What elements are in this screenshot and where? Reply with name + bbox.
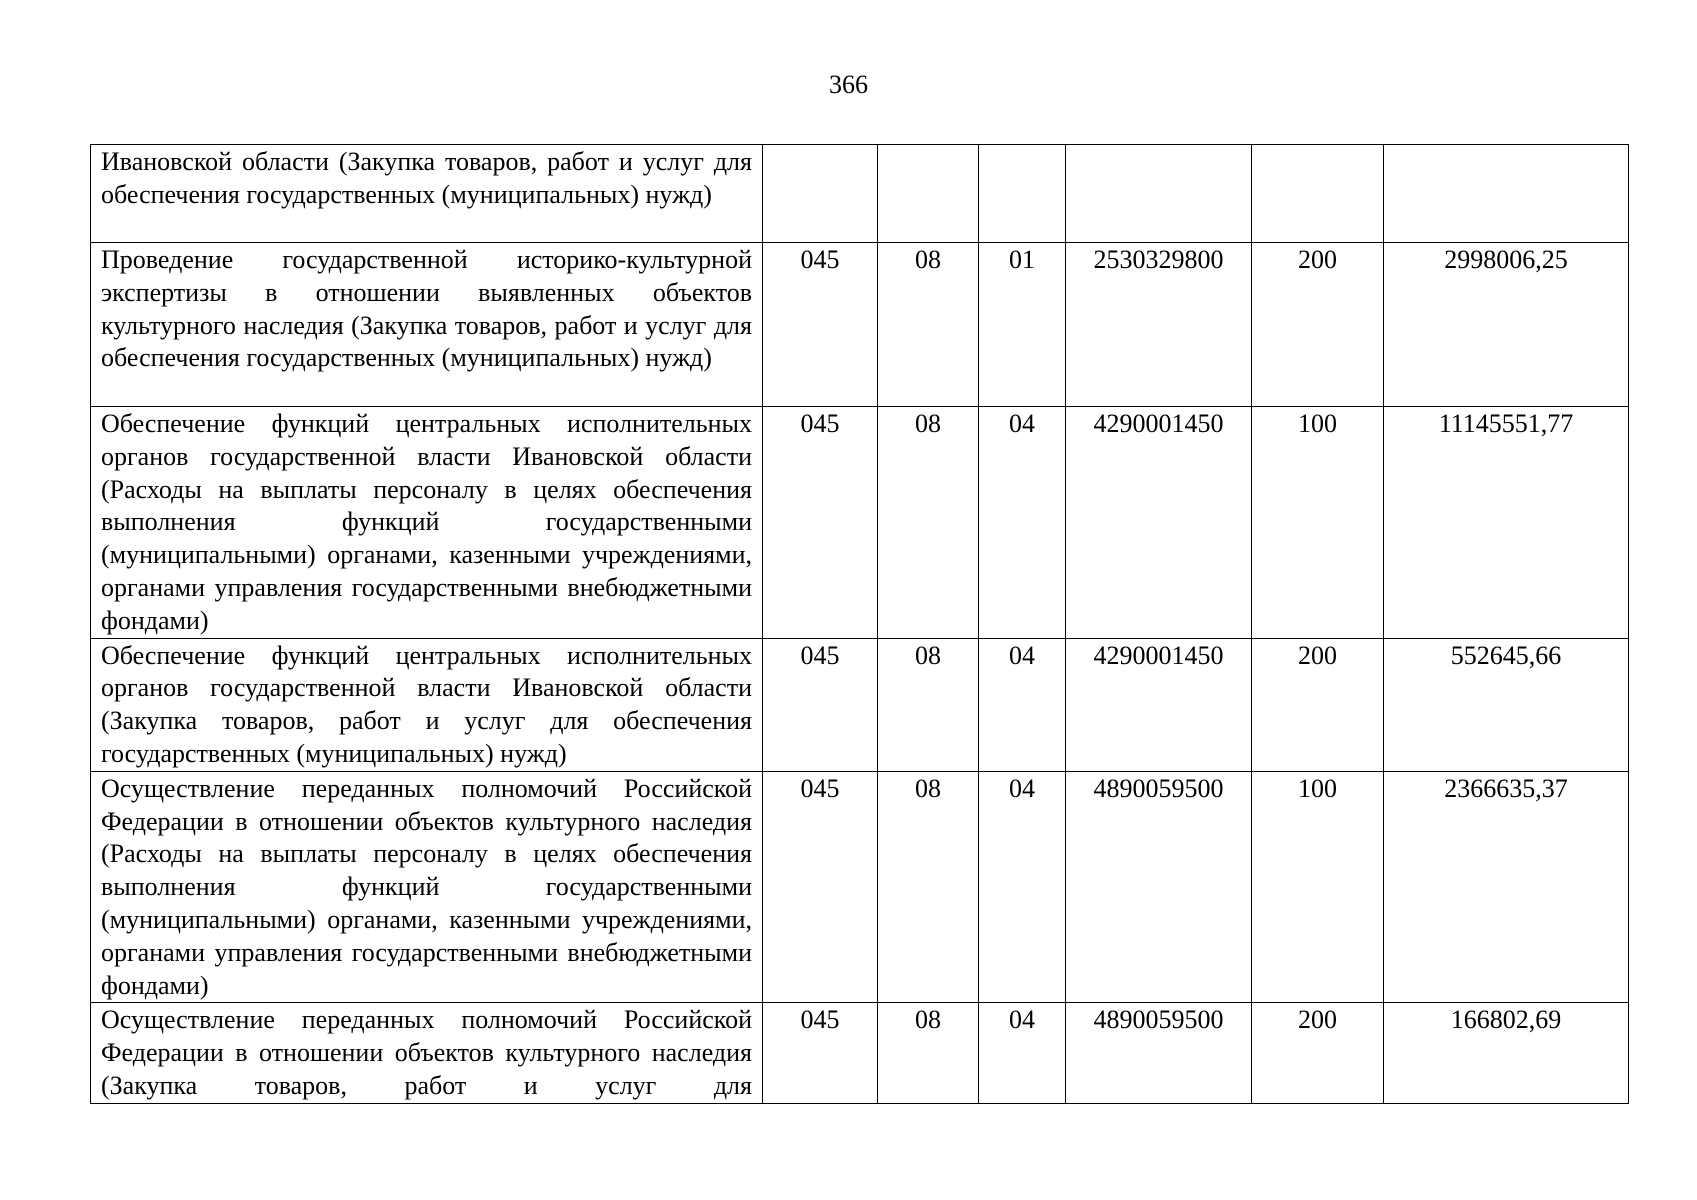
subsection-code: 04 <box>979 771 1066 1003</box>
ministry-code: 045 <box>763 638 878 771</box>
expense-type-code: 100 <box>1252 771 1384 1003</box>
target-article-code: 4290001450 <box>1066 638 1252 771</box>
section-code: 08 <box>878 638 979 771</box>
section-code <box>878 145 979 243</box>
budget-table <box>90 144 1629 1104</box>
section-code: 08 <box>878 407 979 639</box>
row-description: Обеспечение функций центральных исполнительных органов государственной власти Ивановской области (Расходы на выплаты персоналу в целях обеспечения выполнения функций государственными (муниципальными) органами, казенными учреждениями, органами управления государственными внебюджетными фондами) <box>91 407 763 639</box>
expense-type-code: 200 <box>1252 243 1384 407</box>
table-row <box>91 771 1629 1003</box>
ministry-code: 045 <box>763 771 878 1003</box>
table-row <box>91 638 1629 771</box>
target-article-code: 4890059500 <box>1066 771 1252 1003</box>
target-article-code: 2530329800 <box>1066 243 1252 407</box>
expense-type-code: 200 <box>1252 638 1384 771</box>
ministry-code: 045 <box>763 1003 878 1103</box>
subsection-code: 04 <box>979 407 1066 639</box>
subsection-code: 01 <box>979 243 1066 407</box>
section-code: 08 <box>878 771 979 1003</box>
row-description: Обеспечение функций центральных исполнительных органов государственной власти Ивановской области (Закупка товаров, работ и услуг для обеспечения государственных (муниципальных) нужд) <box>91 638 763 771</box>
subsection-code: 04 <box>979 638 1066 771</box>
table-row <box>91 243 1629 407</box>
target-article-code: 4890059500 <box>1066 1003 1252 1103</box>
table-row <box>91 145 1629 243</box>
row-description: Проведение государственной историко-культурной экспертизы в отношении выявленных объектов культурного наследия (Закупка товаров, работ и услуг для обеспечения государственных (муниципальных) нужд) <box>91 243 763 407</box>
amount-value: 2998006,25 <box>1384 243 1629 407</box>
amount-value: 552645,66 <box>1384 638 1629 771</box>
section-code: 08 <box>878 243 979 407</box>
ministry-code: 045 <box>763 243 878 407</box>
amount-value: 2366635,37 <box>1384 771 1629 1003</box>
subsection-code <box>979 145 1066 243</box>
ministry-code: 045 <box>763 407 878 639</box>
table-row <box>91 1003 1629 1103</box>
page-number: 366 <box>829 70 868 99</box>
amount-value <box>1384 145 1629 243</box>
row-description: Осуществление переданных полномочий Российской Федерации в отношении объектов культурного наследия (Закупка товаров, работ и услуг для <box>91 1003 763 1103</box>
row-description: Осуществление переданных полномочий Российской Федерации в отношении объектов культурного наследия (Расходы на выплаты персоналу в целях обеспечения выполнения функций государственными (муниципальными) органами, казенными учреждениями, органами управления государственными внебюджетными фондами) <box>91 771 763 1003</box>
subsection-code: 04 <box>979 1003 1066 1103</box>
amount-value: 166802,69 <box>1384 1003 1629 1103</box>
target-article-code <box>1066 145 1252 243</box>
table-row <box>91 407 1629 639</box>
section-code: 08 <box>878 1003 979 1103</box>
expense-type-code <box>1252 145 1384 243</box>
expense-type-code: 100 <box>1252 407 1384 639</box>
expense-type-code: 200 <box>1252 1003 1384 1103</box>
ministry-code <box>763 145 878 243</box>
row-description: Ивановской области (Закупка товаров, работ и услуг для обеспечения государственных (муниципальных) нужд) <box>91 145 763 243</box>
target-article-code: 4290001450 <box>1066 407 1252 639</box>
amount-value: 11145551,77 <box>1384 407 1629 639</box>
